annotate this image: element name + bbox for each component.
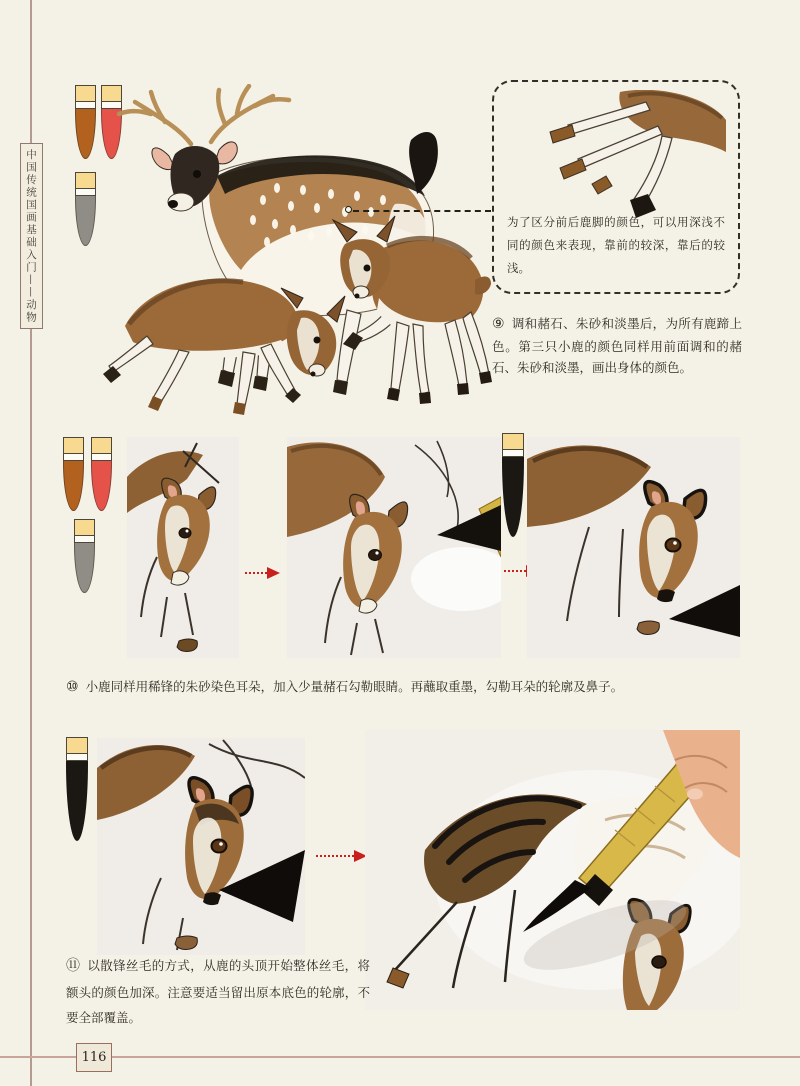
antlers (119, 86, 289, 144)
step-10-body: 小鹿同样用稀锋的朱砂染色耳朵，加入少量赭石勾勒眼睛。再蘸取重墨，勾勒耳朵的轮廓及鼻子。 (85, 679, 624, 694)
stag-nose (168, 200, 178, 208)
body-wash (97, 745, 195, 820)
red-dashed-arrow-icon (245, 572, 267, 574)
brush-band (75, 189, 96, 196)
fawn2-hooves (387, 371, 492, 404)
muzzle (359, 599, 377, 613)
step-11-body: 以散锋丝毛的方式，从鹿的头顶开始整体丝毛，将额头的颜色加深。注意要适当留出原本底色的轮廓，不要全部覆盖。 (66, 958, 370, 1025)
footer-rule (0, 1056, 800, 1058)
ochre-brush-icon (63, 437, 84, 511)
hoof-ochre (592, 176, 612, 194)
page-number: 116 (81, 1050, 107, 1065)
brush-bristle (66, 761, 88, 841)
ink-brush-icon (66, 737, 88, 841)
photo-step11-2 (365, 730, 740, 1010)
paper-sheen (411, 547, 501, 611)
brush-bristle (502, 457, 524, 537)
eye-highlight (375, 551, 378, 554)
ochre-brush-icon (75, 85, 96, 159)
fawn2-eye (364, 265, 371, 272)
deer-legs-detail-illustration (510, 90, 726, 220)
fawn-head-painting-4 (97, 738, 305, 955)
eye (666, 539, 681, 552)
callout-box (492, 80, 740, 294)
stag-eye (193, 170, 201, 178)
brush-handle (75, 172, 96, 189)
eye (212, 840, 227, 853)
brush-handle (91, 437, 112, 454)
brush-handle (502, 433, 524, 450)
deer-family-illustration (95, 84, 495, 426)
callout-anchor-dot (345, 206, 352, 213)
nose-inked (203, 892, 221, 905)
vermilion-brush-icon (91, 437, 112, 511)
hand-painting-deer (365, 730, 740, 1010)
nose-inked (657, 589, 675, 602)
fawn1-eye (314, 337, 321, 344)
hoof-ochre (550, 125, 575, 143)
brush-bristle (63, 461, 84, 511)
step-11-text (66, 953, 370, 1031)
brush-handle (63, 437, 84, 454)
fawn-head-painting-2 (287, 437, 501, 658)
brush-bristle (91, 461, 112, 511)
eye (369, 550, 382, 561)
fawn-head-painting-3 (527, 437, 740, 658)
photo-step10-3 (527, 437, 740, 658)
eye-highlight (673, 541, 677, 545)
brush-handle (74, 519, 95, 536)
fingernail (687, 789, 703, 800)
brush-band (91, 454, 112, 461)
brush-handle (66, 737, 88, 754)
sidebar-title-box (20, 143, 43, 329)
callout-caption: 为了区分前后鹿脚的颜色，可以用深浅不同的颜色来表现，靠前的较深，靠后的较浅。 (507, 215, 725, 275)
hoof-ochre (560, 159, 586, 179)
eye (652, 956, 666, 968)
step-11-number: ⑪ (66, 958, 81, 974)
brush-handle (75, 85, 96, 102)
sketch-lines (209, 740, 305, 786)
hoof (177, 639, 197, 652)
step-10-text (66, 676, 738, 698)
brush-bristle (75, 109, 96, 159)
eye (179, 528, 191, 538)
ink-brush-icon (502, 433, 524, 537)
light-ink-brush-icon (74, 519, 95, 593)
muzzle (171, 571, 189, 585)
book-title-vertical: 中国传统国画基础入门——动物 (25, 148, 37, 324)
fawn2-tail (475, 277, 491, 295)
red-dashed-arrow-icon (504, 570, 526, 572)
hoof (387, 968, 409, 988)
callout-connector-line (353, 210, 491, 212)
leg-sketch (567, 527, 623, 621)
fawn1-nose (311, 372, 316, 377)
brush-bristle (74, 543, 95, 593)
fawn2-nose (355, 294, 360, 299)
hoof (637, 621, 659, 634)
fawn-head-painting-1 (127, 437, 239, 658)
brush-band (502, 450, 524, 457)
brush-band (66, 754, 88, 761)
hoof (175, 936, 197, 949)
step-9-body: 调和赭石、朱砂和淡墨后，为所有鹿蹄上色。第三只小鹿的颜色同样用前面调和的赭石、朱砂和淡墨，画出身体的颜色。 (492, 316, 742, 375)
brush-bristle-black (437, 505, 501, 551)
brush-band (74, 536, 95, 543)
step-9-number: ⑨ (492, 316, 505, 332)
photo-step11-1 (97, 738, 305, 955)
brush-bristle (75, 196, 96, 246)
brush-bristle-black (669, 585, 740, 637)
sketch-lines (415, 441, 458, 529)
brush-band (75, 102, 96, 109)
step-9-text (492, 313, 742, 379)
red-dashed-arrow-icon (316, 855, 354, 857)
step-10-number: ⑩ (66, 679, 79, 695)
light-ink-brush-icon (75, 172, 96, 246)
photo-step10-1 (127, 437, 239, 658)
fawn1-hooves (103, 366, 301, 415)
eye-highlight (186, 530, 189, 533)
photo-step10-2 (287, 437, 501, 658)
brush-band (63, 454, 84, 461)
page-number-box (76, 1043, 112, 1072)
eye-highlight (219, 842, 223, 846)
